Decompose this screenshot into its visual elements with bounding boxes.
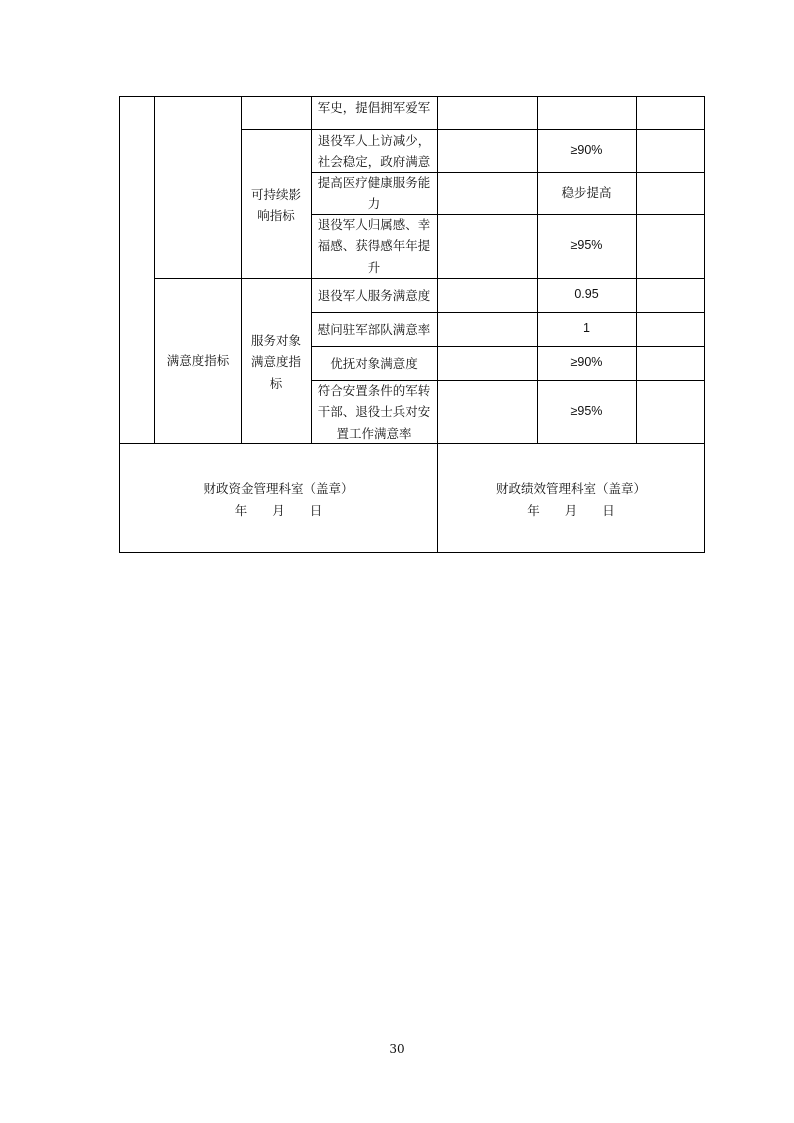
indicator-cell: 退役军人服务满意度 (317, 287, 431, 303)
value-cell (537, 96, 636, 129)
value-cell: 稳步提高 (561, 185, 612, 201)
finance-fund-office-signature (120, 478, 437, 521)
table-border-right (704, 96, 705, 553)
indicator-cell: 慰问驻军部队满意率 (317, 321, 431, 337)
indicator-cell: 退役军人上访减少，社会稳定，政府满意 (317, 132, 431, 169)
value-cell: 1 (583, 321, 590, 336)
right-signature-date: 年 月 日 (527, 502, 615, 518)
value-cell: ≥90% (570, 143, 603, 158)
right-signature-title: 财政绩效管理科室（盖章） (495, 481, 646, 496)
finance-performance-office-signature (438, 478, 704, 521)
indicator-cell: 优抚对象满意度 (330, 355, 418, 371)
indicator-cell: 军史，提倡拥军爱军 (317, 99, 431, 115)
table-rule (311, 96, 312, 443)
value-cell: ≥95% (570, 238, 603, 253)
table-rule (636, 96, 637, 443)
indicator-cell: 符合安置条件的军转干部、退役士兵对安置工作满意率 (317, 382, 431, 441)
indicator-cell: 退役军人归属感、幸福感、获得感年年提升 (317, 216, 431, 275)
page-number: 30 (389, 1042, 405, 1056)
value-cell: ≥95% (570, 403, 603, 418)
service-object-label: 服务对象满意度指标 (250, 332, 301, 391)
left-signature-title: 财政资金管理科室（盖章） (203, 481, 354, 496)
table-border-bottom (119, 552, 705, 553)
table-rule (241, 96, 242, 443)
value-cell: ≥90% (570, 355, 603, 370)
satisfaction-label: 满意度指标 (166, 353, 230, 369)
indicator-cell: 提高医疗健康服务能力 (317, 174, 431, 211)
table-rule (154, 96, 155, 443)
left-signature-date: 年 月 日 (234, 502, 323, 518)
sustainable-impact-label: 可持续影响指标 (250, 186, 301, 223)
value-cell: 0.95 (574, 287, 599, 302)
